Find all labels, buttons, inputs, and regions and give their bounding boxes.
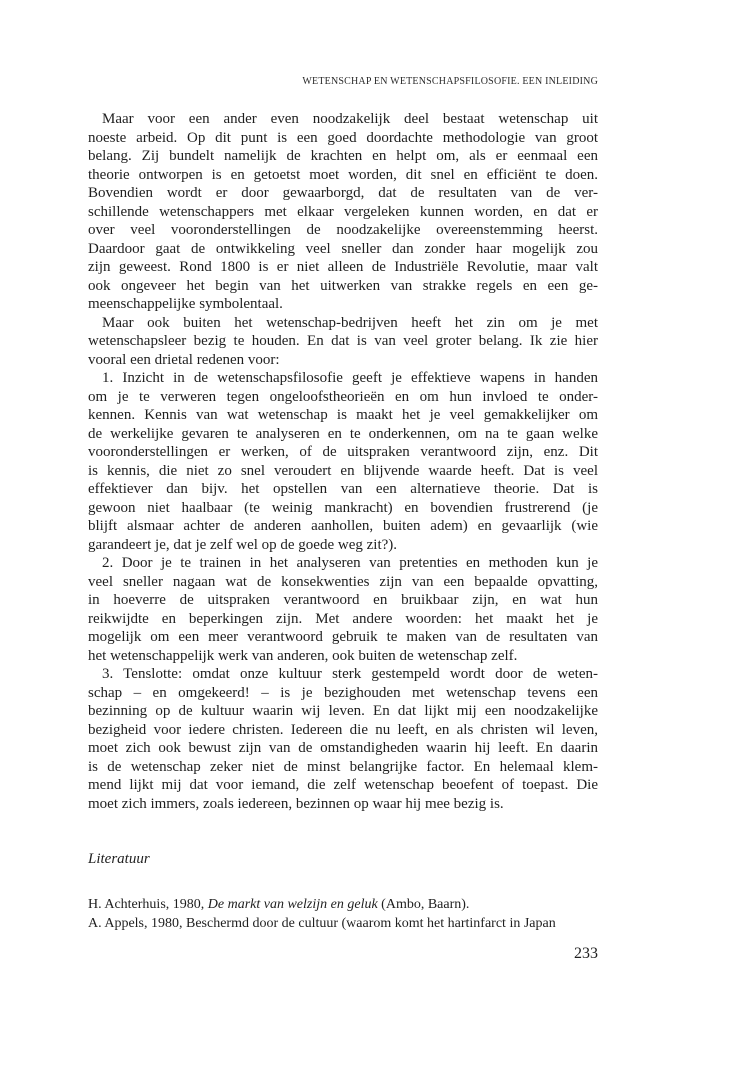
text-line: schap – en omgekeerd! – is je bezighouden met wetenschap tevens een xyxy=(88,684,598,701)
text-line: garandeert je, dat je zelf wel op de goede weg zit?). xyxy=(88,536,398,553)
text-line: zijn geweest. Rond 1800 is er niet alleen de Industriële Revolutie, maar valt xyxy=(88,259,598,275)
text-line: noeste arbeid. Op dit punt is een goed doordachte methodologie van groot xyxy=(88,129,598,146)
text-line: theorie ontworpen is en getoetst moet worden, dit snel en efficiënt te doen. xyxy=(88,166,598,183)
text-line: om je te verweren tegen ongeloofstheorieën en om hun invloed te onder- xyxy=(88,388,598,405)
text-line: Maar voor een ander even noodzakelijk deel bestaat wetenschap uit xyxy=(102,111,598,127)
text-line: moet zich ook bewust zijn van de omstandigheden waarin hij leeft. En daarin xyxy=(88,740,598,756)
text-line: is kennis, die niet zo snel veroudert en blijvende waarde heeft. Dat is veel xyxy=(88,462,598,479)
text-line: effektiever dan bijv. het opstellen van een alternatieve theorie. Dat is xyxy=(88,481,598,497)
text-line: Bovendien wordt er door gewaarborgd, dat de resultaten van de ver- xyxy=(88,185,598,201)
paragraph xyxy=(88,110,598,314)
text-line: moet zich immers, zoals iedereen, bezinnen op waar hij mee bezig is. xyxy=(88,795,504,812)
running-header: WETENSCHAP EN WETENSCHAPSFILOSOFIE. EEN INLEIDING xyxy=(302,76,598,87)
text-line: wetenschapsleer bezig te houden. En dat is van veel groter belang. Ik zie hier xyxy=(88,333,598,349)
reference-author-year: A. Appels, 1980, Beschermd door de cultuur (waarom komt het hartinfarct in Japan xyxy=(88,916,556,931)
text-line: 3. Tenslotte: omdat onze kultuur sterk gestempeld wordt door de weten- xyxy=(102,666,598,682)
reference-item xyxy=(88,895,598,914)
text-line: Daardoor gaat de ontwikkeling veel sneller dan zonder haar mogelijk zou xyxy=(88,240,598,257)
text-line: bezinning op de kultuur waarin wij leven. En dat lijkt mij een noodzakelijke xyxy=(88,703,598,719)
text-line: 1. Inzicht in de wetenschapsfilosofie geeft je effektieve wapens in handen xyxy=(102,370,598,386)
text-line: kennen. Kennis van wat wetenschap is maakt het je veel gemakkelijker om xyxy=(88,407,598,423)
text-line: vooronderstellingen er werken, of de uitspraken verantwoord zijn, enz. Dit xyxy=(88,444,598,460)
text-line: meenschappelijke symbolentaal. xyxy=(88,296,283,312)
reference-title: De markt van welzijn en geluk xyxy=(207,897,378,912)
text-line: mend lijkt mij dat voor iemand, die zelf wetenschap beoefent of toepast. Die xyxy=(88,777,598,793)
page-number: 233 xyxy=(574,945,598,962)
reference-author-year: H. Achterhuis, 1980, xyxy=(88,897,208,912)
reference-list xyxy=(88,895,598,933)
text-line: het wetenschappelijk werk van anderen, ook buiten de wetenschap zelf. xyxy=(88,647,518,664)
text-line: mogelijk om een meer verantwoord gebruik te maken van de resultaten van xyxy=(88,629,598,645)
text-line: bezigheid voor iedere christen. Iedereen die nu leeft, en als christen wil leven, xyxy=(88,721,598,738)
text-line: ook ongeveer het begin van het uitwerken van strakke regels en een ge- xyxy=(88,277,598,294)
literature-heading: Literatuur xyxy=(88,851,150,867)
paragraph xyxy=(88,554,598,665)
text-line: reikwijdte en beperkingen zijn. Met andere woorden: het maakt het je xyxy=(88,610,598,627)
text-line: veel sneller nagaan wat de konsekwenties zijn van een bepaalde opvatting, xyxy=(88,573,598,590)
text-line: belang. Zij bundelt namelijk de krachten en helpt om, als er eenmaal een xyxy=(88,148,598,164)
text-line: 2. Door je te trainen in het analyseren van pretenties en methoden kun je xyxy=(102,555,598,571)
text-line: schillende wetenschappers met elkaar vergeleken kunnen worden, en dat er xyxy=(88,203,598,220)
text-line: Maar ook buiten het wetenschap-bedrijven heeft het zin om je met xyxy=(102,314,598,331)
body-text xyxy=(88,110,598,813)
text-line: over veel vooronderstellingen de noodzakelijke overeenstemming heerst. xyxy=(88,222,598,238)
reference-publisher: (Ambo, Baarn). xyxy=(377,897,470,912)
reference-item xyxy=(88,914,598,933)
text-line: is de wetenschap zeker niet de minst belangrijke factor. En helemaal klem- xyxy=(88,758,598,775)
text-line: de werkelijke gevaren te analyseren en te onderkennen, om na te gaan welke xyxy=(88,425,598,442)
paragraph xyxy=(88,369,598,554)
text-line: gewoon niet haalbaar (te weinig mankracht) en bovendien frustrerend (je xyxy=(88,499,598,516)
paragraph xyxy=(88,665,598,813)
text-line: vooral een drietal redenen voor: xyxy=(88,351,280,368)
text-line: blijft alsmaar achter de anderen aanhollen, buiten adem) en gevaarlijk (wie xyxy=(88,518,598,534)
paragraph xyxy=(88,314,598,370)
text-line: in hoeverre de uitspraken verantwoord en bruikbaar zijn, en wat hun xyxy=(88,592,598,608)
